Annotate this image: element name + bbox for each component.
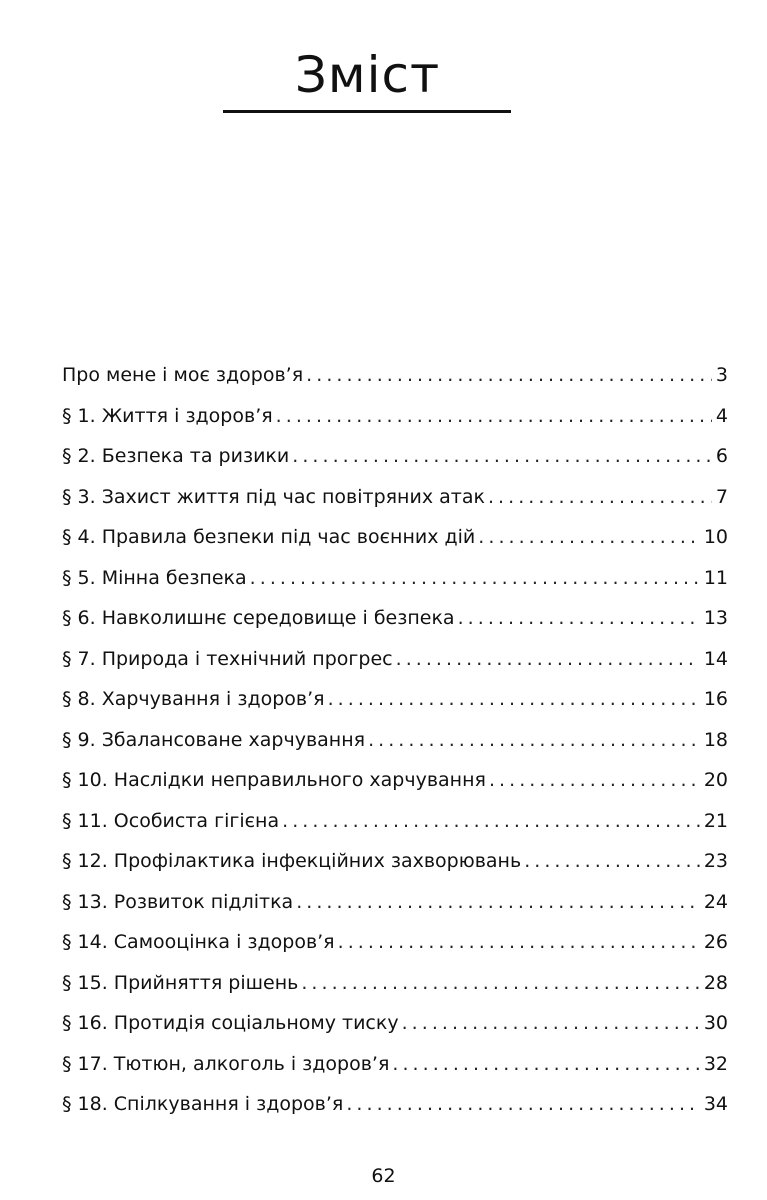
toc-entry-page: 10 (703, 526, 728, 548)
toc-entry-label: § 12. Профілактика інфекційних захворювань (62, 850, 522, 872)
toc-entry[interactable] (62, 922, 728, 963)
toc-leader-dots (296, 882, 700, 923)
toc-leader-dots (328, 679, 700, 720)
toc-leader-dots (250, 558, 700, 599)
toc-entry[interactable] (62, 396, 728, 437)
toc-entry[interactable] (62, 801, 728, 842)
toc-entry-label: § 11. Особиста гігієна (62, 809, 280, 832)
toc-entry[interactable] (62, 760, 728, 801)
toc-entry-page: 21 (703, 809, 728, 832)
toc-entry-label: § 6. Навколишнє середовище і безпека (62, 607, 455, 629)
toc-entry-label: § 10. Наслідки неправильного харчування (62, 769, 486, 791)
toc-entry-label: § 15. Прийняття рішень (62, 971, 299, 994)
toc-entry-label: § 5. Мінна безпека (62, 566, 247, 589)
toc-entry-page: 30 (703, 1012, 728, 1034)
toc-leader-dots (489, 760, 700, 801)
toc-entry-label: § 9. Збалансоване харчування (62, 728, 366, 751)
table-of-contents (62, 355, 728, 1125)
toc-leader-dots (368, 720, 700, 761)
toc-entry-label: § 14. Самооцінка і здоров’я (62, 931, 335, 953)
toc-entry-page: 16 (703, 688, 728, 710)
toc-entry-label: § 18. Спілкування і здоров’я (62, 1093, 344, 1115)
toc-entry-page: 24 (703, 890, 728, 913)
toc-leader-dots (396, 639, 700, 680)
toc-entry-page: 28 (703, 971, 728, 994)
toc-leader-dots (292, 436, 712, 477)
toc-entry-page: 7 (715, 485, 728, 508)
toc-entry-label: § 7. Природа і технічний прогрес (62, 647, 393, 670)
toc-entry[interactable] (62, 1084, 728, 1125)
page-number: 62 (371, 1165, 396, 1187)
toc-entry[interactable] (62, 841, 728, 882)
toc-leader-dots (306, 355, 712, 396)
toc-entry[interactable] (62, 598, 728, 639)
toc-entry-label: § 8. Харчування і здоров’я (62, 688, 325, 710)
toc-entry[interactable] (62, 720, 728, 761)
toc-entry-label: Про мене і моє здоров’я (62, 364, 304, 386)
toc-entry[interactable] (62, 679, 728, 720)
toc-entry-label: § 2. Безпека та ризики (62, 445, 290, 467)
toc-leader-dots (488, 477, 712, 518)
toc-entry-page: 14 (703, 647, 728, 670)
toc-entry-label: § 3. Захист життя під час повітряних атак (62, 485, 485, 508)
toc-entry-page: 11 (703, 566, 728, 589)
toc-entry[interactable] (62, 558, 728, 599)
toc-entry-page: 26 (703, 931, 728, 953)
toc-entry[interactable] (62, 355, 728, 396)
page-title: Зміст (294, 46, 441, 104)
toc-entry[interactable] (62, 639, 728, 680)
toc-entry-label: § 1. Життя і здоров’я (62, 404, 273, 427)
toc-entry-label: § 17. Тютюн, алкоголь і здоров’я (62, 1052, 390, 1075)
toc-entry[interactable] (62, 882, 728, 923)
toc-leader-dots (301, 963, 699, 1004)
toc-leader-dots (524, 841, 700, 882)
toc-entry-page: 20 (703, 769, 728, 791)
toc-entry-page: 32 (703, 1052, 728, 1075)
toc-leader-dots (478, 517, 700, 558)
toc-entry[interactable] (62, 963, 728, 1004)
toc-leader-dots (458, 598, 700, 639)
title-underline (223, 110, 511, 113)
toc-leader-dots (276, 396, 712, 437)
toc-entry-page: 4 (715, 404, 728, 427)
toc-entry[interactable] (62, 436, 728, 477)
toc-entry-page: 13 (703, 607, 728, 629)
toc-entry[interactable] (62, 517, 728, 558)
toc-entry-page: 6 (715, 445, 728, 467)
toc-entry-page: 23 (703, 850, 728, 872)
toc-entry[interactable] (62, 1003, 728, 1044)
toc-entry-label: § 16. Протидія соціальному тиску (62, 1012, 399, 1034)
toc-leader-dots (338, 922, 700, 963)
toc-entry[interactable] (62, 1044, 728, 1085)
toc-entry-label: § 4. Правила безпеки під час воєнних дій (62, 526, 476, 548)
toc-leader-dots (402, 1003, 700, 1044)
toc-entry-page: 34 (703, 1093, 728, 1115)
toc-entry-page: 18 (703, 728, 728, 751)
toc-leader-dots (346, 1084, 699, 1125)
toc-entry-label: § 13. Розвиток підлітка (62, 890, 294, 913)
toc-entry-page: 3 (715, 364, 728, 386)
toc-leader-dots (392, 1044, 699, 1085)
toc-leader-dots (282, 801, 700, 842)
toc-entry[interactable] (62, 477, 728, 518)
